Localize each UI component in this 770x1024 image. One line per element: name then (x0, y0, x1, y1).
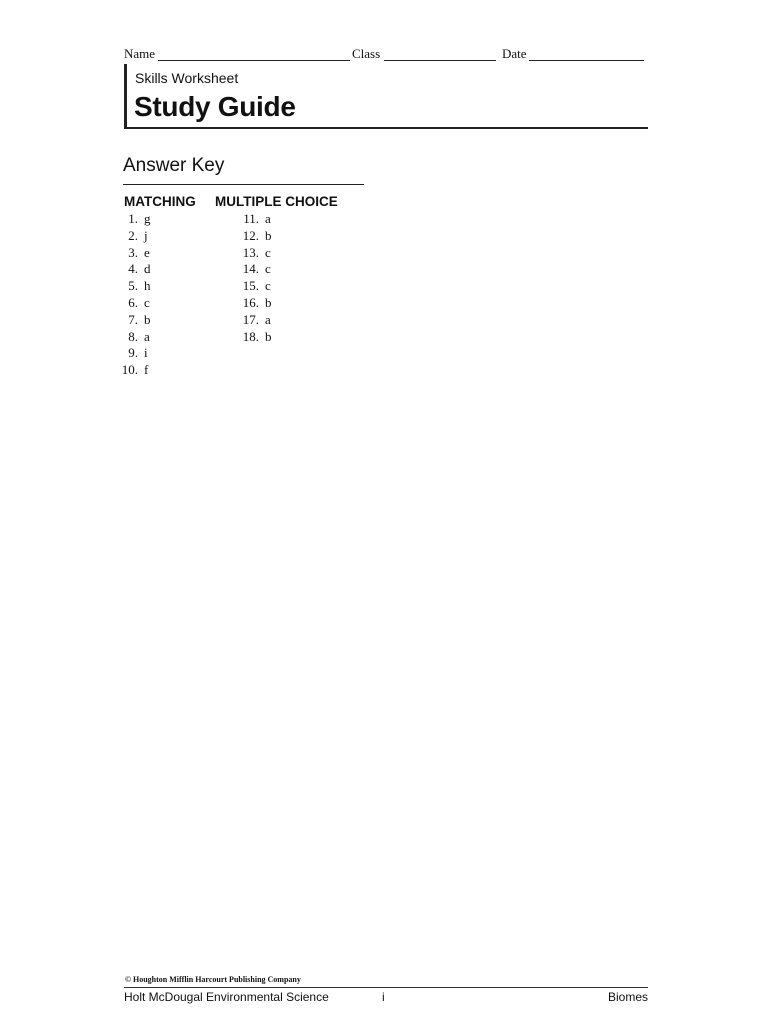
answer-row (119, 362, 151, 379)
worksheet-type-label: Skills Worksheet (135, 70, 239, 86)
class-label: Class (352, 46, 381, 61)
answer-letter: h (144, 278, 151, 294)
footer-chapter-name: Biomes (608, 990, 649, 1004)
answer-row (119, 329, 151, 346)
name-label: Name (124, 46, 156, 61)
question-number: 2. (128, 227, 138, 243)
question-number: 4. (128, 261, 138, 277)
answer-letter: c (265, 261, 271, 277)
answer-row (237, 295, 272, 312)
matching-answers-list (119, 211, 151, 379)
question-number: 7. (128, 311, 138, 327)
answer-letter: b (265, 227, 272, 243)
answer-letter: e (144, 244, 150, 260)
answer-letter: c (265, 278, 271, 294)
question-number: 12. (242, 227, 259, 243)
answer-key-rule (123, 184, 364, 185)
answer-letter: g (144, 211, 151, 226)
answer-row (237, 228, 272, 245)
answer-letter: b (265, 328, 272, 344)
answer-row (237, 245, 272, 262)
question-number: 10. (121, 362, 138, 378)
answer-row (119, 345, 151, 362)
answer-letter: c (265, 244, 271, 260)
question-number: 18. (242, 328, 259, 344)
question-number: 11. (243, 211, 259, 226)
answer-row (119, 295, 151, 312)
answer-letter: a (265, 211, 271, 226)
answer-row (119, 278, 151, 295)
answer-letter: a (265, 311, 271, 327)
question-number: 13. (242, 244, 259, 260)
answer-letter: b (265, 294, 272, 310)
answer-row (119, 312, 151, 329)
footer-rule (124, 987, 648, 988)
class-field-line (384, 60, 496, 61)
answer-row (237, 329, 272, 346)
question-number: 14. (242, 261, 259, 277)
name-field-line (158, 60, 350, 61)
header-fields (124, 46, 644, 64)
question-number: 1. (128, 211, 138, 226)
answer-row (119, 228, 151, 245)
answer-row (237, 278, 272, 295)
answer-letter: i (144, 345, 148, 361)
multiple-choice-answers-list (237, 211, 272, 345)
answer-letter: d (144, 261, 151, 277)
answer-row (237, 211, 272, 228)
answer-row (119, 261, 151, 278)
answer-row (119, 245, 151, 262)
answer-letter: j (144, 227, 148, 243)
page-title: Study Guide (134, 91, 296, 122)
multiple-choice-heading: MULTIPLE CHOICE (215, 194, 338, 209)
date-label: Date (502, 46, 527, 61)
question-number: 3. (128, 244, 138, 260)
question-number: 9. (128, 345, 138, 361)
question-number: 16. (242, 294, 259, 310)
title-underline (124, 127, 648, 129)
copyright-notice: © Houghton Mifflin Harcourt Publishing Company (125, 975, 301, 984)
answer-letter: a (144, 328, 150, 344)
date-field-line (529, 60, 644, 61)
question-number: 6. (128, 294, 138, 310)
answer-key-heading: Answer Key (123, 155, 225, 176)
question-number: 17. (242, 311, 259, 327)
footer-page-number: i (382, 990, 385, 1004)
answer-row (237, 261, 272, 278)
answer-row (119, 211, 151, 228)
answer-row (237, 312, 272, 329)
answer-letter: b (144, 311, 151, 327)
matching-heading: MATCHING (124, 194, 196, 209)
question-number: 5. (128, 278, 138, 294)
footer-book-title: Holt McDougal Environmental Science (124, 990, 329, 1004)
answer-letter: f (144, 362, 149, 378)
question-number: 15. (242, 278, 259, 294)
question-number: 8. (128, 328, 138, 344)
answer-letter: c (144, 294, 150, 310)
